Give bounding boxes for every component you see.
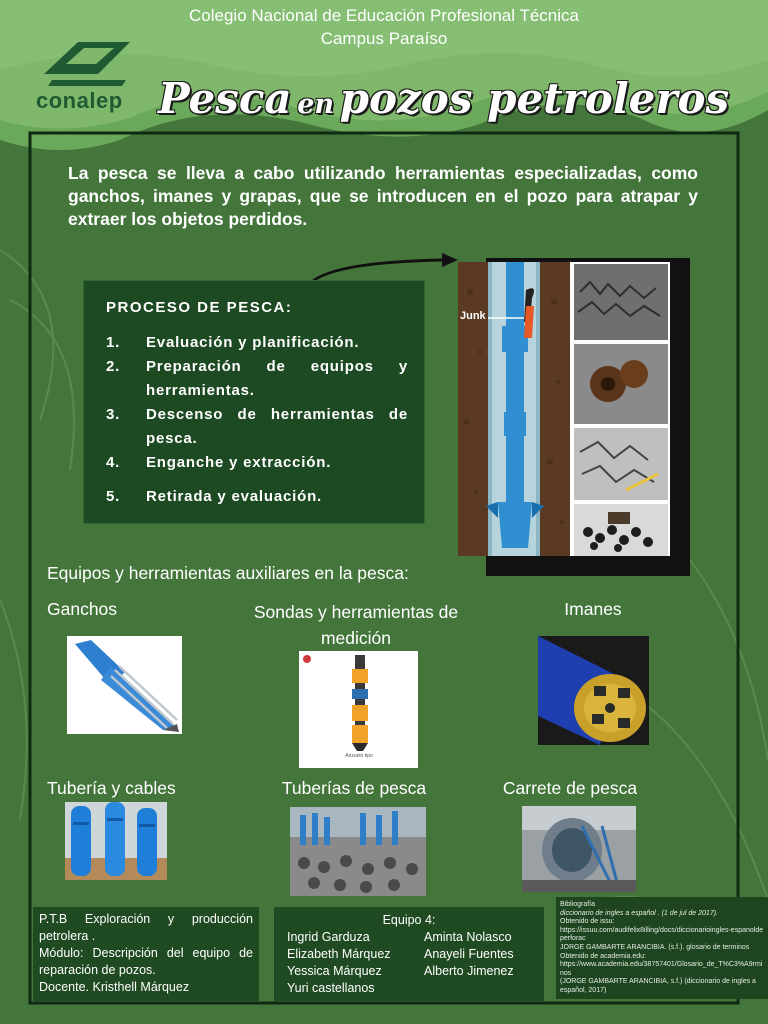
step-text: Preparación de equipos y herramientas.	[146, 358, 408, 399]
conalep-logo-icon	[38, 34, 134, 88]
tools-heading: Equipos y herramientas auxiliares en la pesca:	[47, 563, 409, 583]
campus-name: Campus Paraíso	[320, 29, 448, 48]
team-box	[274, 907, 544, 1001]
module-name: Módulo: Descripción del equipo de reparación de pozos.	[39, 946, 253, 977]
title-part-2: en	[297, 89, 334, 120]
process-step	[106, 451, 408, 475]
step-number: 3.	[106, 406, 121, 423]
step-text: Enganche y extracción.	[146, 454, 332, 471]
process-box	[83, 280, 425, 524]
intro-paragraph: La pesca se lleva a cabo utilizando herramientas especializadas, como ganchos, imanes y grapas, que se introducen en el pozo para atrapar y extraer los objetos perdidos.	[68, 163, 698, 229]
team-member: Yuri castellanos	[287, 981, 375, 995]
page-title	[158, 74, 730, 123]
bibliography-line: diccionario de ingles a español . (1 de jul de 2017).	[560, 909, 718, 917]
magnets-image	[538, 636, 649, 745]
fishing-diagram-photo	[458, 262, 670, 556]
team-member: Yessica Márquez	[287, 964, 382, 978]
team-title: Equipo 4:	[382, 913, 436, 927]
tool-name: Ganchos	[47, 599, 118, 619]
tool-name: Sondas y herramientas de medición	[253, 602, 459, 648]
bibliography-title: Bibliografía	[560, 901, 596, 908]
tool-name: Carrete de pesca	[502, 778, 638, 798]
team-member: Anayeli Fuentes	[424, 947, 514, 961]
step-number: 5.	[106, 488, 121, 505]
bibliography-line: JORGE GAMBARTE ARANCIBIA. (s.f.). glosario de terminos	[560, 943, 750, 951]
conalep-logo-text: conalep	[36, 88, 123, 113]
process-step	[106, 403, 408, 451]
team-member: Alberto Jimenez	[424, 964, 514, 978]
step-number: 1.	[106, 334, 121, 351]
title-part-3: pozos petroleros	[339, 74, 730, 123]
process-step	[106, 485, 408, 509]
tool-name: Tuberías de pesca	[281, 778, 427, 798]
step-text: Evaluación y planificación.	[146, 334, 360, 351]
junk-label: Junk	[460, 310, 486, 322]
process-step	[106, 355, 408, 403]
hooks-image	[67, 636, 182, 734]
school-name: Colegio Nacional de Educación Profesional Técnica	[189, 6, 579, 25]
bibliography-box	[556, 897, 768, 999]
step-number: 2.	[106, 358, 121, 375]
step-number: 4.	[106, 454, 121, 471]
bibliography-line: https://www.academia.edu/38757401/Glosario_de_T%C3%A9rminos	[560, 961, 763, 977]
step-text: Descenso de herramientas de pesca.	[146, 406, 408, 447]
probes-image	[299, 651, 418, 768]
bibliography-line: https://issuu.com/audifelix8illing/docs/diccionarioingles-espanoldeperforac	[560, 926, 764, 943]
process-title: PROCESO DE PESCA:	[106, 299, 293, 316]
fishing-reel-image	[522, 806, 636, 892]
process-step	[106, 331, 408, 355]
course-name: P.T.B Exploración y producción petrolera .	[39, 912, 253, 943]
tool-name: Imanes	[564, 599, 622, 619]
step-text: Retirada y evaluación.	[146, 488, 323, 505]
fishing-pipes-image	[290, 807, 426, 896]
tool-name: Tubería y cables	[47, 778, 176, 798]
bibliography-line: Obtenido de issu:	[560, 918, 615, 926]
bibliography-line: Obtenido de academia.edu:	[560, 952, 647, 960]
course-info-box	[33, 907, 259, 1001]
team-member: Aminta Nolasco	[424, 930, 512, 944]
bibliography-line: (JORGE GAMBARTE ARANCIBIA, s.f.) (diccionario de ingles a español, 2017)	[560, 978, 756, 994]
pipes-image	[65, 802, 167, 880]
team-member: Elizabeth Márquez	[287, 947, 391, 961]
teacher-name: Docente. Kristhell Márquez	[39, 980, 190, 994]
team-member: Ingrid Garduza	[287, 930, 370, 944]
probe-caption: Anzuelo tipo	[345, 753, 373, 759]
title-part-1: Pesca	[158, 74, 292, 123]
